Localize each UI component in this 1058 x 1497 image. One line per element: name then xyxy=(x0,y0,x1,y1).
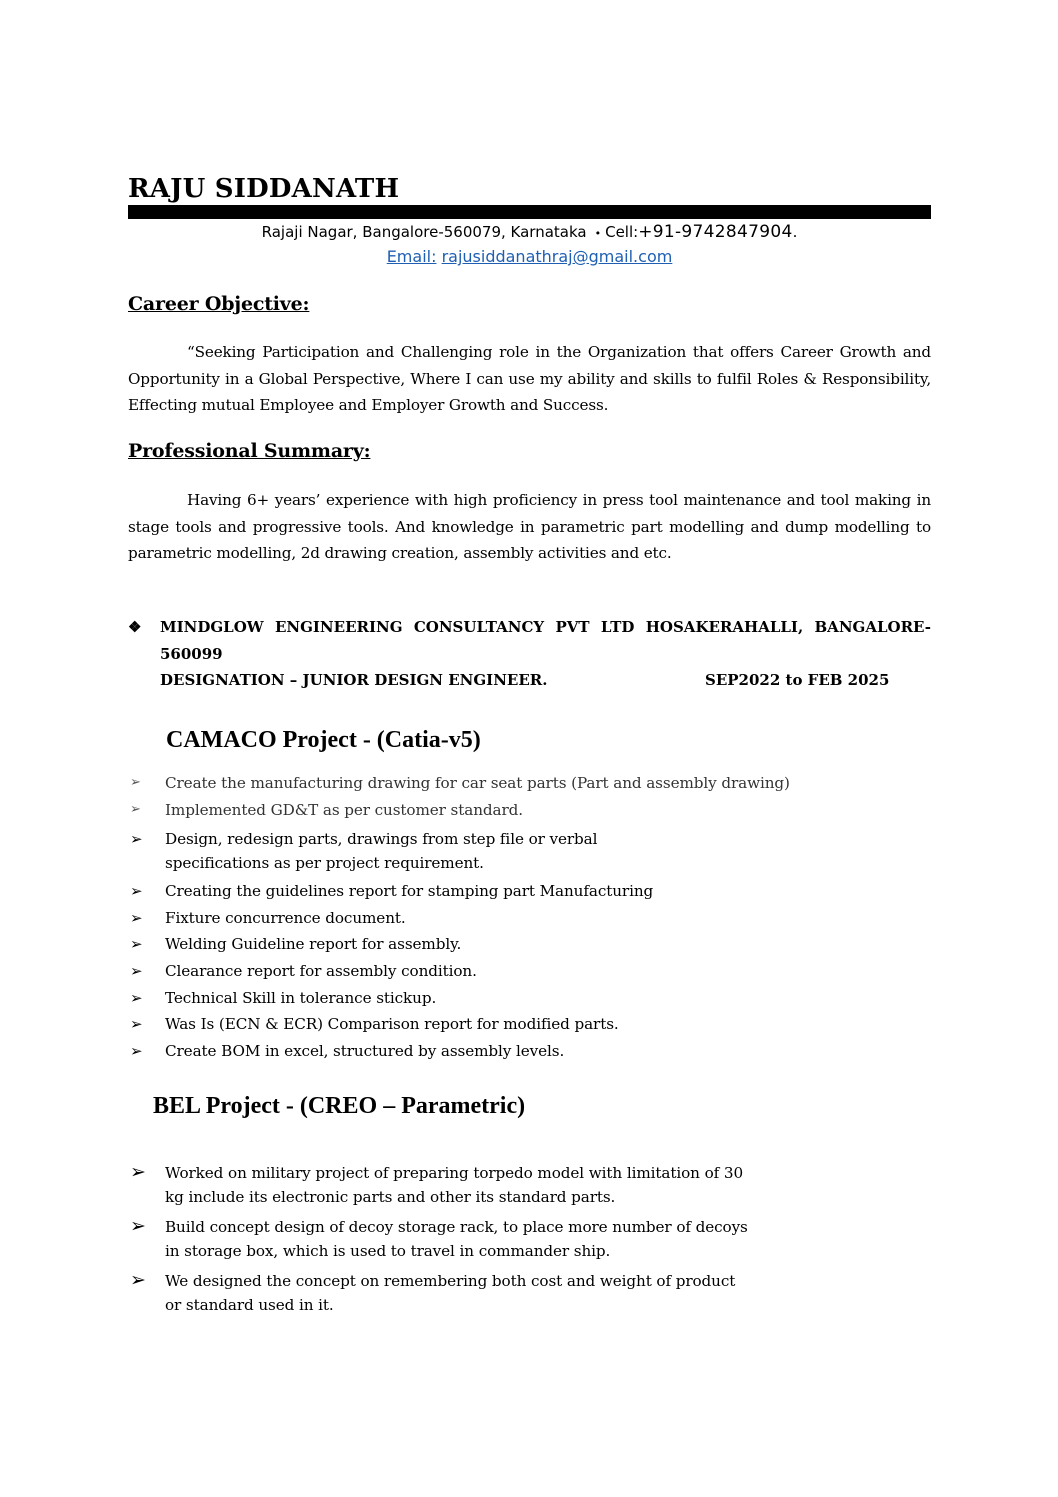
arrow-bullet-icon: ➢ xyxy=(130,908,143,927)
list-item-text: Creating the guidelines report for stamping part Manufacturing xyxy=(165,882,654,901)
arrow-bullet-icon: ➢ xyxy=(130,1215,146,1237)
arrow-bullet-icon: ➢ xyxy=(130,775,141,790)
professional-summary-heading: Professional Summary: xyxy=(128,440,371,462)
list-item xyxy=(128,1269,748,1317)
cell-number: +91-9742847904 xyxy=(638,222,793,242)
arrow-bullet-icon: ➢ xyxy=(130,935,143,954)
designation-row xyxy=(160,667,931,693)
list-item xyxy=(128,1011,888,1038)
list-item xyxy=(128,878,888,905)
list-item-text: Welding Guideline report for assembly. xyxy=(165,935,462,954)
arrow-bullet-icon: ➢ xyxy=(130,1041,143,1060)
diamond-bullet-icon: ❖ xyxy=(128,618,142,636)
email-line xyxy=(128,247,931,266)
career-objective-body: “Seeking Participation and Challenging role in the Organization that offers Career Growth and Opportunity in a Global Perspective, Where I can use my ability and skills to fulfil Roles & Responsibility, Effecting mutual Employee and Employer Growth and Success. xyxy=(128,343,931,414)
arrow-bullet-icon: ➢ xyxy=(130,801,141,817)
arrow-bullet-icon: ➢ xyxy=(130,1161,146,1183)
project-title-camaco: CAMACO Project - (Catia-v5) xyxy=(166,727,481,753)
career-objective-heading: Career Objective: xyxy=(128,293,310,315)
project-title-bel: BEL Project - (CREO – Parametric) xyxy=(153,1093,526,1119)
list-item-text: Create BOM in excel, structured by assembly levels. xyxy=(165,1041,565,1060)
list-item-text: Clearance report for assembly condition. xyxy=(165,961,477,980)
contact-line xyxy=(128,222,931,242)
arrow-bullet-icon: ➢ xyxy=(130,1015,143,1034)
email-link[interactable]: rajusiddanathraj@gmail.com xyxy=(441,247,673,266)
arrow-bullet-icon: ➢ xyxy=(130,882,143,901)
arrow-bullet-icon: ➢ xyxy=(130,1269,146,1291)
arrow-bullet-icon: ➢ xyxy=(130,988,143,1007)
list-item-text: Was Is (ECN & ECR) Comparison report for modified parts. xyxy=(165,1015,619,1034)
list-item xyxy=(128,797,888,824)
address: Rajaji Nagar, Bangalore-560079, Karnataka xyxy=(261,223,587,241)
list-item xyxy=(128,985,888,1012)
list-item xyxy=(128,958,888,985)
separator-bullet: • xyxy=(594,227,602,240)
list-item-text: Worked on military project of preparing torpedo model with limitation of 30 kg include its electronic parts and other its standard parts. xyxy=(165,1164,744,1206)
list-item xyxy=(128,770,888,797)
designation: DESIGNATION – JUNIOR DESIGN ENGINEER. xyxy=(160,671,548,689)
list-item xyxy=(128,931,888,958)
professional-summary-text xyxy=(128,487,931,567)
company-name: MINDGLOW ENGINEERING CONSULTANCY PVT LTD HOSAKERAHALLI, BANGALORE- xyxy=(160,618,931,636)
bel-task-list xyxy=(128,1161,748,1323)
list-item-text: Implemented GD&T as per customer standard. xyxy=(165,800,523,819)
career-objective-text xyxy=(128,339,931,419)
name-underline-bar xyxy=(128,205,931,219)
arrow-bullet-icon: ➢ xyxy=(130,961,143,980)
list-item xyxy=(128,1215,748,1263)
list-item xyxy=(128,905,888,932)
candidate-name: RAJU SIDDANATH xyxy=(128,174,400,204)
list-item xyxy=(128,827,665,875)
list-item-text: Build concept design of decoy storage rack, to place more number of decoys in storage box, which is used to travel in commander ship. xyxy=(165,1218,748,1260)
cell-suffix: . xyxy=(792,223,798,241)
list-item xyxy=(128,1038,888,1065)
list-item xyxy=(128,1161,748,1209)
camaco-task-list xyxy=(128,770,888,1064)
list-item-text: Design, redesign parts, drawings from step file or verbal specifications as per project requirement. xyxy=(165,830,598,873)
experience-entry xyxy=(128,614,931,693)
list-item-text: Fixture concurrence document. xyxy=(165,908,406,927)
company-pincode: 560099 xyxy=(160,644,223,663)
list-item-text: Create the manufacturing drawing for car seat parts (Part and assembly drawing) xyxy=(165,774,790,792)
list-item-text: Technical Skill in tolerance stickup. xyxy=(165,988,437,1007)
cell-label: Cell: xyxy=(605,223,639,241)
professional-summary-body: Having 6+ years’ experience with high proficiency in press tool maintenance and tool making in stage tools and progressive tools. And knowledge in parametric part modelling and dump modelling to parametric modelling, 2d drawing creation, assembly activities and etc. xyxy=(128,491,931,562)
list-item-text: We designed the concept on remembering both cost and weight of product or standard used in it. xyxy=(165,1272,736,1314)
arrow-bullet-icon: ➢ xyxy=(130,830,143,849)
email-label[interactable]: Email: xyxy=(386,247,437,266)
employment-dates: SEP2022 to FEB 2025 xyxy=(705,671,890,689)
